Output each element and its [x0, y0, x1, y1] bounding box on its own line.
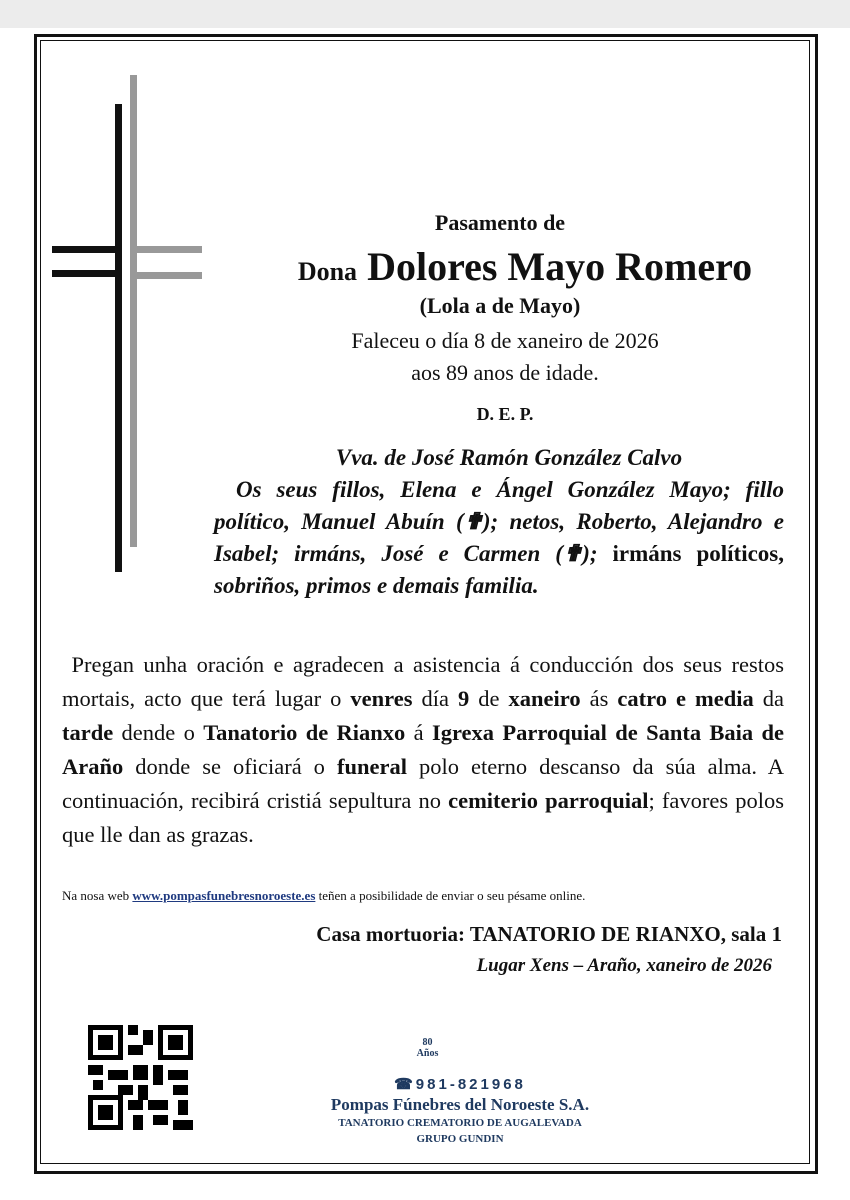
text: Pregan unha oración e agradecen a asistencia á conducción dos seus restos mortais, acto que terá lugar o: [62, 652, 784, 711]
inner-border: [40, 40, 810, 1164]
qr-code[interactable]: [88, 1025, 193, 1130]
place-date: Lugar Xens – Araño, xaneiro de 2026: [476, 955, 772, 976]
full-name: Dolores Mayo Romero: [367, 244, 753, 289]
family-rest: sobriños, primos e demais familia.: [214, 573, 539, 598]
text: da: [753, 686, 784, 711]
time: catro e media: [617, 686, 754, 711]
death-date: Faleceu o día 8 de xaneiro de 2026: [351, 328, 659, 353]
church: Igrexa Parroquial de Santa Baia de Araño: [62, 720, 784, 779]
day: venres: [350, 686, 413, 711]
company-line3: GRUPO GUNDIN: [416, 1133, 504, 1145]
funeral: funeral: [336, 754, 407, 779]
month: xaneiro: [508, 686, 581, 711]
rip: D. E. P.: [476, 404, 534, 424]
family-list: [214, 442, 784, 602]
text: á: [405, 720, 432, 745]
website-link[interactable]: www.pompasfunebresnoroeste.es: [132, 888, 316, 903]
family-inlaws: irmáns políticos,: [597, 541, 784, 566]
deceased-name: [230, 243, 820, 290]
text: dende o: [113, 720, 204, 745]
text: ; favores polos que lle dan as grazas.: [62, 788, 784, 847]
origin: Tanatorio de Rianxo: [203, 720, 406, 745]
text: de: [469, 686, 509, 711]
death-info: [300, 325, 710, 389]
ceremony-text: [62, 648, 784, 852]
honorific: Dona: [297, 257, 358, 286]
logo-text: Años: [416, 1048, 439, 1059]
text: donde se oficiará o: [123, 754, 337, 779]
company-line2: TANATORIO CREMATORIO DE AUGALEVADA: [338, 1117, 582, 1129]
family-members: Os seus fillos, Elena e Ángel González Mayo; fillo político, Manuel Abuín (✟); netos, Roberto, Alejandro e Isabel; irmáns, José e Carmen (✟);: [214, 477, 784, 566]
notice-title: Pasamento de: [434, 210, 566, 235]
period: tarde: [62, 720, 114, 745]
widow-of: Vva. de José Ramón González Calvo: [335, 445, 683, 470]
anniversary-logo: [400, 1025, 455, 1075]
age: aos 89 anos de idade.: [411, 360, 599, 385]
text: polo eterno descanso da súa alma. A continuación, recibirá cristiá sepultura no: [62, 754, 784, 813]
phone: [250, 1075, 670, 1093]
top-bar: [0, 0, 850, 28]
logo-number: 80: [422, 1037, 433, 1048]
text: ás: [580, 686, 618, 711]
date: 9: [457, 686, 470, 711]
text: día: [412, 686, 458, 711]
phone-number: 981-821968: [415, 1076, 526, 1093]
text: Na nosa web: [62, 888, 133, 903]
funeral-home: Casa mortuoria: TANATORIO DE RIANXO, sala 1: [316, 922, 782, 946]
phone-icon: ☎: [394, 1076, 416, 1093]
company-name: Pompas Fúnebres del Noroeste S.A.: [330, 1095, 590, 1114]
text: teñen a posibilidade de enviar o seu pésame online.: [315, 888, 586, 903]
cemetery: cemiterio parroquial: [448, 788, 649, 813]
web-note: [62, 888, 784, 904]
nickname: (Lola a de Mayo): [419, 293, 581, 318]
